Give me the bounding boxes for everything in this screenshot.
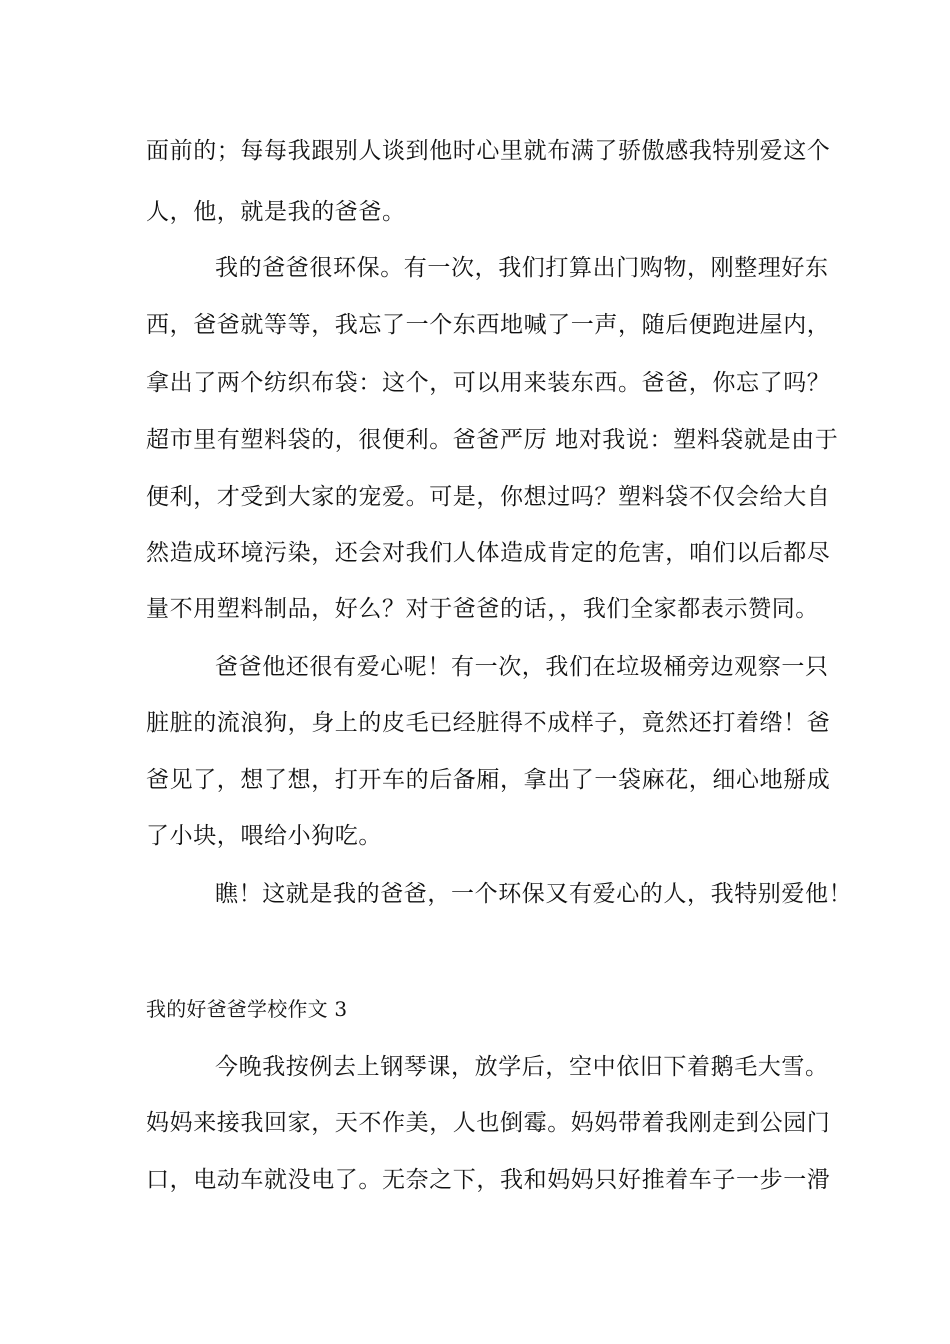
paragraph-line: 面前的；每每我跟别人谈到他时心里就布满了骄傲感我特别爱这个 <box>146 138 831 164</box>
section-heading: 我的好爸爸学校作文 3 <box>146 997 348 1021</box>
paragraph-line: 今晚我按例去上钢琴课，放学后，空中依旧下着鹅毛大雪。 <box>215 1054 829 1080</box>
paragraph-line: 我的爸爸很环保。有一次，我们打算出门购物，刚整理好东 <box>215 255 829 281</box>
paragraph-line: 然造成环境污染，还会对我们人体造成肯定的危害，咱们以后都尽 <box>146 540 831 566</box>
paragraph-line: 爸爸他还很有爱心呢！有一次，我们在垃圾桶旁边观察一只 <box>215 654 829 680</box>
paragraph-line: 人，他，就是我的爸爸。 <box>146 199 406 225</box>
paragraph-line: 超市里有塑料袋的，很便利。爸爸严厉 地对我说：塑料袋就是由于 <box>146 427 839 453</box>
paragraph-line: 爸见了，想了想，打开车的后备厢，拿出了一袋麻花，细心地掰成 <box>146 767 831 793</box>
paragraph-line: 脏脏的流浪狗，身上的皮毛已经脏得不成样子，竟然还打着绺！爸 <box>146 710 831 736</box>
paragraph-line: 瞧！这就是我的爸爸，一个环保又有爱心的人，我特别爱他！ <box>215 881 853 907</box>
paragraph-line: 口，电动车就没电了。无奈之下，我和妈妈只好推着车子一步一滑 <box>146 1167 831 1193</box>
paragraph-line: 拿出了两个纺织布袋：这个，可以用来装东西。爸爸，你忘了吗？ <box>146 370 831 396</box>
paragraph-line: 西，爸爸就等等，我忘了一个东西地喊了一声，随后便跑进屋内， <box>146 312 831 338</box>
paragraph-line: 妈妈来接我回家，天不作美，人也倒霉。妈妈带着我刚走到公园门 <box>146 1110 831 1136</box>
paragraph-line: 了小块，喂给小狗吃。 <box>146 823 382 849</box>
paragraph-line: 便利，才受到大家的宠爱。可是，你想过吗？塑料袋不仅会给大自 <box>146 484 831 510</box>
paragraph-line: 量不用塑料制品，好么？对于爸爸的话，，我们全家都表示赞同。 <box>146 596 819 622</box>
